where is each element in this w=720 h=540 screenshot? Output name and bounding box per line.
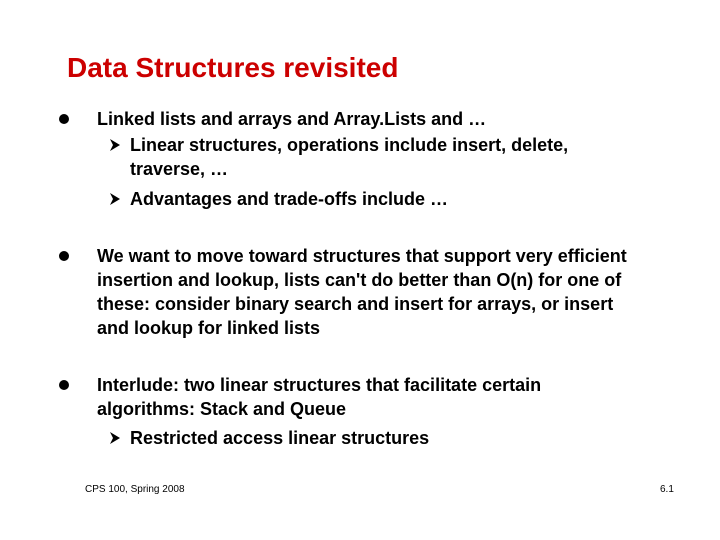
- sub-bullet-text: Restricted access linear structures: [130, 428, 430, 448]
- arrow-bullet-icon: [108, 192, 122, 206]
- bullet-icon: [59, 114, 69, 124]
- bullet-icon: [59, 380, 69, 390]
- bullet-text: Linked lists and arrays and Array.Lists and …: [97, 109, 487, 129]
- bullet-icon: [59, 251, 69, 261]
- arrow-bullet-icon: [108, 431, 122, 445]
- footer-course: CPS 100, Spring 2008: [85, 484, 185, 495]
- arrow-bullet-icon: [108, 138, 122, 152]
- bullet-text: Interlude: two linear structures that facilitate certain algorithms: Stack and Queue: [97, 375, 542, 419]
- sub-bullet-text: Linear structures, operations include insert, delete, traverse, …: [130, 135, 569, 179]
- bullet-text: We want to move toward structures that support very efficient insertion and lookup, lists can't do better than O(n) for one of these: consider binary search and insert for arrays, or insert and lookup for linked lists: [97, 246, 627, 338]
- page-number: 6.1: [660, 484, 674, 495]
- slide-title: Data Structures revisited: [67, 52, 399, 83]
- sub-bullet-text: Advantages and trade-offs include …: [130, 189, 449, 209]
